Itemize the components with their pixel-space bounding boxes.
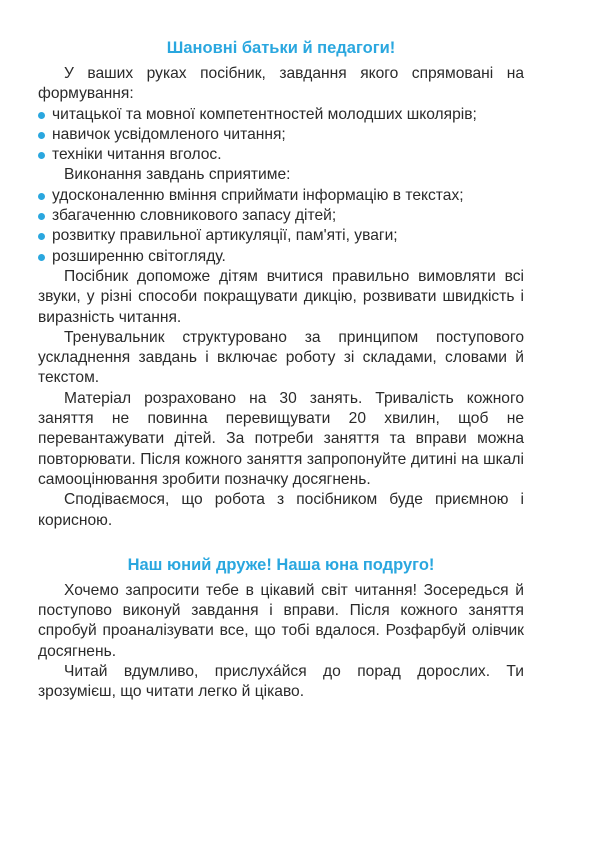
parents-heading: Шановні батьки й педагоги! xyxy=(166,39,396,57)
list-item: удосконаленню вміння сприймати інформацію в текстах; xyxy=(38,186,524,206)
paragraph-schedule: Матеріал розраховано на 30 занять. Тривалість кожного заняття не повинна перевищувати 20 хвилин, щоб не перевантажувати дітей. За потреби заняття та вправи можна повторювати. Після кожного заняття запропонуйте дитині на шкалі самооцінювання зробити позначку досягнень. xyxy=(38,389,524,488)
goals-list xyxy=(38,105,524,166)
bullet-dot-icon xyxy=(38,213,45,220)
paragraph-structure: Тренувальник структуровано за принципом поступового ускладнення завдань і включає роботу зі складами, словами й текстом. xyxy=(38,328,524,387)
bullet-dot-icon xyxy=(38,152,45,159)
paragraph-wishes: Сподіваємося, що робота з посібником буде приємною і корисною. xyxy=(38,491,524,529)
list-item: розширенню світогляду. xyxy=(38,247,524,267)
paragraph-advice: Читай вдумливо, прислухáйся до порад дорослих. Ти зрозумієш, що читати легко й цікаво. xyxy=(38,663,524,701)
list-item: збагаченню словникового запасу дітей; xyxy=(38,206,524,226)
bullet-dot-icon xyxy=(38,112,45,119)
list-item: навичок усвідомленого читання; xyxy=(38,125,524,145)
list-item: техніки читання вголос. xyxy=(38,145,524,165)
bullet-dot-icon xyxy=(38,233,45,240)
children-heading: Наш юний друже! Наша юна подруго! xyxy=(127,555,435,574)
bullet-dot-icon xyxy=(38,193,45,200)
benefits-list xyxy=(38,186,524,267)
list-item: розвитку правильної артикуляції, пам'яті, уваги; xyxy=(38,226,524,246)
list-item: читацької та мовної компетентностей молодших школярів; xyxy=(38,105,524,125)
bullet-dot-icon xyxy=(38,254,45,261)
intro2-paragraph: Виконання завдань сприятиме: xyxy=(64,166,291,184)
intro-paragraph: У ваших руках посібник, завдання якого спрямовані на формування: xyxy=(38,65,524,103)
paragraph-invitation: Хочемо запросити тебе в цікавий світ читання! Зосередься й поступово виконуй завдання і вправи. Після кожного заняття спробуй проаналізувати все, що тобі вдалося. Розфарбуй олівчик досягнень. xyxy=(38,581,524,660)
bullet-dot-icon xyxy=(38,132,45,139)
paragraph-pronunciation: Посібник допоможе дітям вчитися правильно вимовляти всі звуки, у різні способи покращувати дикцію, розвивати швидкість і виразність читання. xyxy=(38,267,524,326)
